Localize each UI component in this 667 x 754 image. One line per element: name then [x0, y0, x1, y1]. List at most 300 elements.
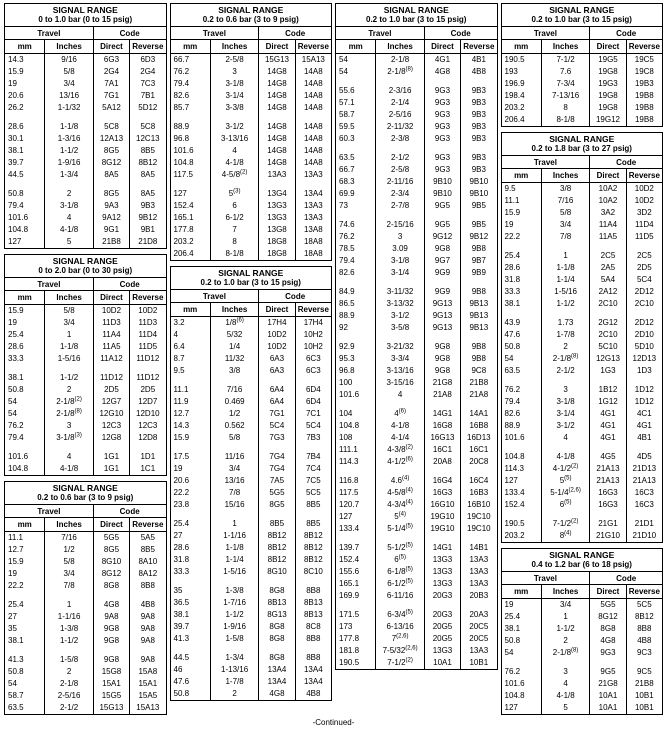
code-reverse-cell: 13A3 — [461, 645, 497, 657]
table-row — [170, 200, 332, 212]
travel-mm-cell: 22.2 — [504, 232, 521, 241]
code-direct-cell: 14G8 — [259, 133, 295, 145]
code-direct-cell: 14G1 — [424, 408, 460, 420]
section-title: SIGNAL RANGE — [218, 268, 284, 278]
code-reverse-cell: 14A8 — [295, 90, 331, 102]
table-row — [336, 176, 498, 188]
code-reverse-cell: 9B7 — [461, 255, 497, 267]
code-reverse-cell: 9B8 — [461, 353, 497, 365]
travel-mm-cell: 117.5 — [173, 170, 193, 179]
travel-mm-cell: 4 — [173, 330, 178, 339]
table-row — [170, 54, 332, 67]
code-reverse-cell: 10B1 — [626, 690, 662, 702]
travel-inches-cell: 3/4 — [541, 219, 589, 231]
block-separator — [501, 243, 663, 250]
code-reverse-cell: 21D13 — [626, 463, 662, 475]
code-reverse-cell: 9B12 — [130, 212, 166, 224]
col-header-inches: Inches — [45, 291, 93, 305]
code-reverse-cell: 3D2 — [626, 207, 662, 219]
code-direct-cell: 7G1 — [259, 408, 295, 420]
travel-inches-cell: 1-3/8 — [210, 585, 258, 597]
travel-mm-cell: 100 — [339, 378, 353, 387]
travel-mm-cell: 15.9 — [8, 67, 24, 76]
code-direct-cell: 12A13 — [93, 133, 129, 145]
travel-mm-cell: 8.7 — [173, 354, 185, 363]
travel-mm-cell: 82.6 — [504, 409, 521, 418]
code-direct-cell: 21G8 — [590, 678, 626, 690]
code-direct-cell: 9G8 — [93, 623, 129, 635]
code-direct-cell: 9G3 — [424, 133, 460, 145]
col-header-reverse: Reverse — [461, 40, 497, 54]
travel-mm-cell: 101.6 — [173, 146, 194, 155]
code-reverse-cell: 2C10 — [626, 298, 662, 310]
code-direct-cell: 9G9 — [424, 286, 460, 298]
travel-mm-cell: 27 — [8, 612, 17, 621]
table-row — [336, 286, 498, 298]
travel-inches-cell: 3-1/4 — [210, 90, 258, 102]
travel-inches-cell: 3/8 — [210, 365, 258, 377]
table-row — [170, 408, 332, 420]
table-row — [501, 365, 663, 377]
travel-group-header: Travel — [501, 156, 590, 169]
table-row — [336, 121, 498, 133]
travel-mm-cell: 190.5 — [504, 55, 525, 64]
code-direct-cell: 10A2 — [590, 195, 626, 207]
travel-mm-cell: 47.6 — [504, 330, 521, 339]
code-reverse-cell: 10D2 — [626, 195, 662, 207]
table-row — [170, 157, 332, 169]
table-row — [5, 532, 167, 545]
code-reverse-cell: 7C5 — [295, 475, 331, 487]
table-row — [5, 78, 167, 90]
travel-inches-cell: 2 — [45, 666, 93, 678]
block-separator — [336, 401, 498, 408]
table-row — [501, 420, 663, 432]
code-reverse-cell: 5A5 — [130, 532, 166, 545]
travel-inches-cell: 3-21/32 — [376, 341, 424, 353]
code-direct-cell: 8B12 — [259, 542, 295, 554]
signal-range-section — [501, 132, 664, 543]
table-column-4 — [501, 3, 664, 715]
code-reverse-cell: 9B13 — [461, 322, 497, 334]
table-row — [5, 580, 167, 592]
table-row — [501, 623, 663, 635]
code-reverse-cell: 9B3 — [461, 97, 497, 109]
travel-inches-cell: 4-1/8 — [45, 224, 93, 236]
travel-mm-cell: 127 — [504, 476, 518, 485]
travel-mm-cell: 63.5 — [8, 703, 24, 712]
code-direct-cell: 9A12 — [93, 212, 129, 224]
travel-mm-cell: 38.1 — [8, 373, 24, 382]
travel-mm-cell: 38.1 — [8, 636, 24, 645]
code-direct-cell: 8G12 — [93, 568, 129, 580]
travel-mm-cell: 82.6 — [339, 268, 355, 277]
table-row — [170, 487, 332, 499]
code-reverse-cell: 9B3 — [461, 152, 497, 164]
travel-mm-cell: 101.6 — [504, 433, 525, 442]
code-direct-cell: 8G8 — [93, 580, 129, 592]
code-direct-cell: 9G8 — [424, 353, 460, 365]
table-row — [501, 678, 663, 690]
table-row — [336, 54, 498, 67]
code-direct-cell: 5C4 — [259, 420, 295, 432]
code-direct-cell: 21A13 — [590, 463, 626, 475]
block-separator — [501, 659, 663, 666]
table-row — [336, 298, 498, 310]
table-row — [5, 568, 167, 580]
code-direct-cell: 13A4 — [259, 664, 295, 676]
signal-range-section — [170, 3, 333, 261]
code-reverse-cell: 13A3 — [461, 578, 497, 590]
travel-mm-cell: 177.8 — [173, 225, 194, 234]
travel-mm-cell: 23.8 — [173, 500, 190, 509]
table-row — [5, 623, 167, 635]
code-reverse-cell: 9A8 — [130, 635, 166, 647]
code-group-header: Code — [590, 27, 663, 40]
col-header-direct: Direct — [590, 585, 626, 599]
table-row — [170, 329, 332, 341]
section-range: 0.2 to 1.0 bar (3 to 15 psig) — [531, 15, 632, 24]
travel-inches-cell: 1-3/8 — [45, 623, 93, 635]
travel-mm-cell: 28.6 — [504, 263, 521, 272]
travel-inches-cell: 2-1/2 — [541, 365, 589, 377]
travel-mm-cell: 38.1 — [504, 624, 521, 633]
travel-mm-cell: 76.2 — [504, 385, 521, 394]
code-reverse-cell: 4B8 — [130, 599, 166, 611]
table-row — [170, 212, 332, 224]
code-direct-cell: 7G3 — [259, 432, 295, 444]
section-header — [5, 4, 167, 27]
code-direct-cell: 21A8 — [424, 389, 460, 401]
section-header — [501, 133, 663, 156]
signal-range-section — [501, 3, 664, 127]
code-reverse-cell: 19B3 — [626, 78, 662, 90]
travel-mm-cell: 133.4 — [504, 488, 525, 497]
travel-mm-cell: 101.6 — [8, 452, 29, 461]
table-row — [5, 121, 167, 133]
table-row — [501, 298, 663, 310]
travel-inches-cell: 4-1/8 — [541, 451, 589, 463]
travel-inches-cell: 7-1/2$^{(2)}$ — [541, 518, 589, 530]
table-row — [170, 365, 332, 377]
travel-inches-cell: 2-1/8 — [45, 678, 93, 690]
travel-mm-cell: 22.2 — [173, 488, 190, 497]
code-direct-cell: 8G5 — [93, 188, 129, 200]
travel-inches-cell: 13/16 — [45, 90, 93, 102]
table-row — [170, 102, 332, 114]
travel-mm-cell: 104.8 — [173, 158, 194, 167]
table-row — [336, 164, 498, 176]
code-direct-cell: 4G1 — [590, 420, 626, 432]
code-direct-cell: 6G3 — [93, 54, 129, 67]
code-direct-cell: 10D2 — [259, 341, 295, 353]
col-header-mm: mm — [501, 585, 541, 599]
block-separator — [336, 468, 498, 475]
table-row — [501, 463, 663, 475]
code-direct-cell: 15G13 — [93, 702, 129, 715]
section-range: 0.2 to 0.6 bar (3 to 9 psig) — [37, 493, 134, 502]
section-range: 0.2 to 1.8 bar (3 to 27 psig) — [531, 144, 632, 153]
table-row — [170, 463, 332, 475]
table-row — [336, 444, 498, 456]
travel-mm-cell: 74.6 — [339, 220, 355, 229]
signal-range-section — [170, 266, 333, 701]
travel-mm-cell: 25.4 — [8, 330, 24, 339]
col-header-direct: Direct — [590, 40, 626, 54]
travel-mm-cell: 39.7 — [173, 622, 190, 631]
signal-range-section — [4, 481, 167, 715]
travel-mm-cell: 79.4 — [173, 79, 190, 88]
travel-inches-cell: 3/4 — [541, 599, 589, 612]
table-row — [501, 611, 663, 623]
code-reverse-cell: 7C3 — [130, 78, 166, 90]
travel-mm-cell: 117.5 — [339, 488, 359, 497]
code-reverse-cell: 20C8 — [461, 456, 497, 468]
travel-mm-cell: 55.6 — [339, 86, 355, 95]
table-row — [170, 566, 332, 578]
table-row — [5, 54, 167, 67]
travel-inches-cell: 6$^{(5)}$ — [541, 499, 589, 511]
col-header-mm: mm — [501, 169, 541, 183]
code-direct-cell: 9A8 — [93, 611, 129, 623]
section-range: 0.2 to 0.6 bar (3 to 9 psig) — [202, 15, 299, 24]
code-direct-cell: 17H4 — [259, 317, 295, 330]
code-reverse-cell: 7B1 — [130, 90, 166, 102]
block-separator — [336, 535, 498, 542]
travel-mm-cell: 152.4 — [339, 555, 360, 564]
continued-footer: -Continued- — [312, 718, 355, 727]
travel-mm-cell: 38.1 — [173, 610, 190, 619]
travel-mm-cell: 139.7 — [339, 543, 360, 552]
travel-inches-cell: 4 — [45, 451, 93, 463]
travel-mm-cell: 30.1 — [8, 134, 24, 143]
table-row — [336, 523, 498, 535]
travel-mm-cell: 63.5 — [339, 153, 355, 162]
code-direct-cell: 9G3 — [424, 85, 460, 97]
code-reverse-cell: 9B1 — [130, 224, 166, 236]
travel-inches-cell: 1-7/16 — [210, 597, 258, 609]
table-row — [5, 341, 167, 353]
block-separator — [336, 602, 498, 609]
col-header-inches: Inches — [541, 40, 589, 54]
travel-inches-cell: 3-1/8 — [376, 255, 424, 267]
travel-mm-cell: 33.3 — [173, 567, 190, 576]
code-reverse-cell: 11D12 — [130, 353, 166, 365]
table-row — [170, 676, 332, 688]
code-direct-cell: 9G9 — [424, 267, 460, 279]
table-row — [170, 66, 332, 78]
travel-inches-cell: 1-1/32 — [45, 102, 93, 114]
travel-inches-cell: 4 — [541, 432, 589, 444]
travel-inches-cell: 1 — [210, 518, 258, 530]
code-direct-cell: 1G12 — [590, 396, 626, 408]
travel-mm-cell: 38.1 — [8, 146, 24, 155]
travel-mm-cell: 66.7 — [339, 165, 355, 174]
travel-group-header: Travel — [170, 290, 259, 303]
code-direct-cell: 10A1 — [590, 690, 626, 702]
table-row — [501, 384, 663, 396]
code-reverse-cell: 16C4 — [461, 475, 497, 487]
table-row — [170, 652, 332, 664]
code-reverse-cell: 12C13 — [130, 133, 166, 145]
table-row — [5, 635, 167, 647]
section-range: 0 to 1.0 bar (0 to 15 psig) — [38, 15, 133, 24]
code-direct-cell: 9G5 — [424, 219, 460, 231]
travel-inches-cell: 4-1/8 — [210, 157, 258, 169]
code-group-header: Code — [590, 572, 663, 585]
code-reverse-cell: 11D4 — [626, 219, 662, 231]
table-row — [501, 78, 663, 90]
code-reverse-cell: 2D5 — [130, 384, 166, 396]
col-header-mm: mm — [336, 40, 376, 54]
travel-inches-cell: 4-1/2$^{(2)}$ — [541, 463, 589, 475]
code-direct-cell: 5G5 — [590, 599, 626, 612]
code-reverse-cell: 15A8 — [130, 666, 166, 678]
code-direct-cell: 14G8 — [259, 157, 295, 169]
travel-mm-cell: 88.9 — [339, 311, 355, 320]
travel-mm-cell: 14.3 — [8, 55, 24, 64]
code-direct-cell: 5A4 — [590, 274, 626, 286]
table-row — [5, 317, 167, 329]
travel-inches-cell: 1-1/2 — [541, 298, 589, 310]
code-reverse-cell: 20B3 — [461, 590, 497, 602]
section-title: SIGNAL RANGE — [549, 550, 615, 560]
travel-mm-cell: 127 — [173, 189, 187, 198]
code-direct-cell: 1G1 — [93, 451, 129, 463]
table-row — [501, 487, 663, 499]
travel-mm-cell: 95.3 — [339, 354, 355, 363]
travel-inches-cell: 7-5/32$^{(2,6)}$ — [376, 645, 424, 657]
table-row — [5, 654, 167, 666]
table-row — [170, 518, 332, 530]
travel-inches-cell: 3-15/16 — [376, 377, 424, 389]
code-direct-cell: 19G8 — [590, 102, 626, 114]
travel-mm-cell: 165.1 — [173, 213, 194, 222]
travel-inches-cell: 6-3/4$^{(5)}$ — [376, 609, 424, 621]
table-row — [336, 590, 498, 602]
code-reverse-cell: 8A5 — [130, 169, 166, 181]
code-direct-cell: 15G5 — [93, 690, 129, 702]
travel-mm-cell: 76.2 — [8, 421, 24, 430]
travel-mm-cell: 50.8 — [8, 667, 24, 676]
travel-inches-cell: 7-3/4 — [541, 78, 589, 90]
code-direct-cell: 14G8 — [259, 102, 295, 114]
table-row — [501, 114, 663, 127]
code-reverse-cell: 15A13 — [130, 702, 166, 715]
travel-inches-cell: 3-3/4 — [376, 353, 424, 365]
travel-inches-cell: 1-1/2 — [210, 609, 258, 621]
col-header-direct: Direct — [590, 169, 626, 183]
table-row — [5, 224, 167, 236]
block-separator — [170, 377, 332, 384]
travel-mm-cell: 79.4 — [504, 397, 521, 406]
code-direct-cell: 8G10 — [259, 566, 295, 578]
table-row — [501, 341, 663, 353]
table-row — [501, 475, 663, 487]
travel-mm-cell: 181.8 — [339, 646, 360, 655]
block-separator — [501, 310, 663, 317]
block-separator — [501, 511, 663, 518]
travel-group-header: Travel — [501, 572, 590, 585]
table-row — [336, 621, 498, 633]
travel-inches-cell: 1-7/8 — [210, 676, 258, 688]
table-row — [336, 200, 498, 212]
travel-inches-cell: 2-15/16 — [376, 219, 424, 231]
table-row — [5, 188, 167, 200]
code-reverse-cell: 13A3 — [461, 566, 497, 578]
code-direct-cell: 7G4 — [259, 451, 295, 463]
travel-mm-cell: 96.8 — [339, 366, 355, 375]
travel-mm-cell: 54 — [504, 354, 514, 363]
code-direct-cell: 19G10 — [424, 523, 460, 535]
code-direct-cell: 20G5 — [424, 621, 460, 633]
table-row — [336, 322, 498, 334]
table-row — [5, 145, 167, 157]
travel-inches-cell: 1 — [541, 611, 589, 623]
code-reverse-cell: 1D3 — [626, 365, 662, 377]
code-direct-cell: 9G8 — [424, 243, 460, 255]
travel-inches-cell: 1 — [45, 599, 93, 611]
code-reverse-cell: 9B3 — [130, 200, 166, 212]
travel-inches-cell: 4-1/8 — [45, 463, 93, 476]
travel-mm-cell: 198.4 — [504, 91, 525, 100]
table-row — [5, 666, 167, 678]
code-reverse-cell: 10H2 — [295, 329, 331, 341]
code-direct-cell: 11A5 — [590, 231, 626, 243]
table-row — [5, 157, 167, 169]
code-reverse-cell: 20A3 — [461, 609, 497, 621]
section-header — [336, 4, 498, 27]
travel-mm-cell: 127 — [339, 512, 353, 521]
travel-inches-cell: 1-9/16 — [210, 621, 258, 633]
travel-mm-cell: 203.2 — [504, 103, 525, 112]
travel-inches-cell: 3-11/32 — [376, 286, 424, 298]
code-direct-cell: 16C1 — [424, 444, 460, 456]
travel-inches-cell: 2-1/8 — [376, 54, 424, 67]
code-reverse-cell: 9B8 — [461, 286, 497, 298]
travel-mm-cell: 133.4 — [339, 524, 360, 533]
block-separator — [170, 114, 332, 121]
travel-mm-cell: 76.2 — [339, 232, 355, 241]
travel-mm-cell: 47.6 — [173, 677, 190, 686]
table-row — [336, 408, 498, 420]
travel-mm-cell: 79.4 — [339, 256, 355, 265]
section-header — [5, 482, 167, 505]
code-direct-cell: 9G13 — [424, 298, 460, 310]
travel-inches-cell: 3-1/8$^{(3)}$ — [45, 432, 93, 444]
code-reverse-cell: 19C10 — [461, 511, 497, 523]
code-reverse-cell: 16B10 — [461, 499, 497, 511]
travel-inches-cell: 3 — [376, 231, 424, 243]
travel-mm-cell: 58.7 — [8, 691, 24, 700]
code-reverse-cell: 16B8 — [461, 420, 497, 432]
travel-mm-cell: 28.6 — [173, 543, 190, 552]
table-column-2 — [170, 3, 333, 701]
code-direct-cell: 14G8 — [259, 78, 295, 90]
travel-inches-cell: 11/16 — [210, 451, 258, 463]
table-row — [170, 90, 332, 102]
table-row — [170, 499, 332, 511]
table-row — [501, 666, 663, 678]
code-reverse-cell: 9B13 — [461, 298, 497, 310]
table-row — [170, 609, 332, 621]
table-row — [501, 183, 663, 196]
travel-inches-cell: 7-13/16 — [541, 90, 589, 102]
travel-mm-cell: 85.7 — [173, 103, 190, 112]
code-direct-cell: 18G8 — [259, 248, 295, 261]
code-group-header: Code — [424, 27, 497, 40]
travel-mm-cell: 193 — [504, 67, 518, 76]
